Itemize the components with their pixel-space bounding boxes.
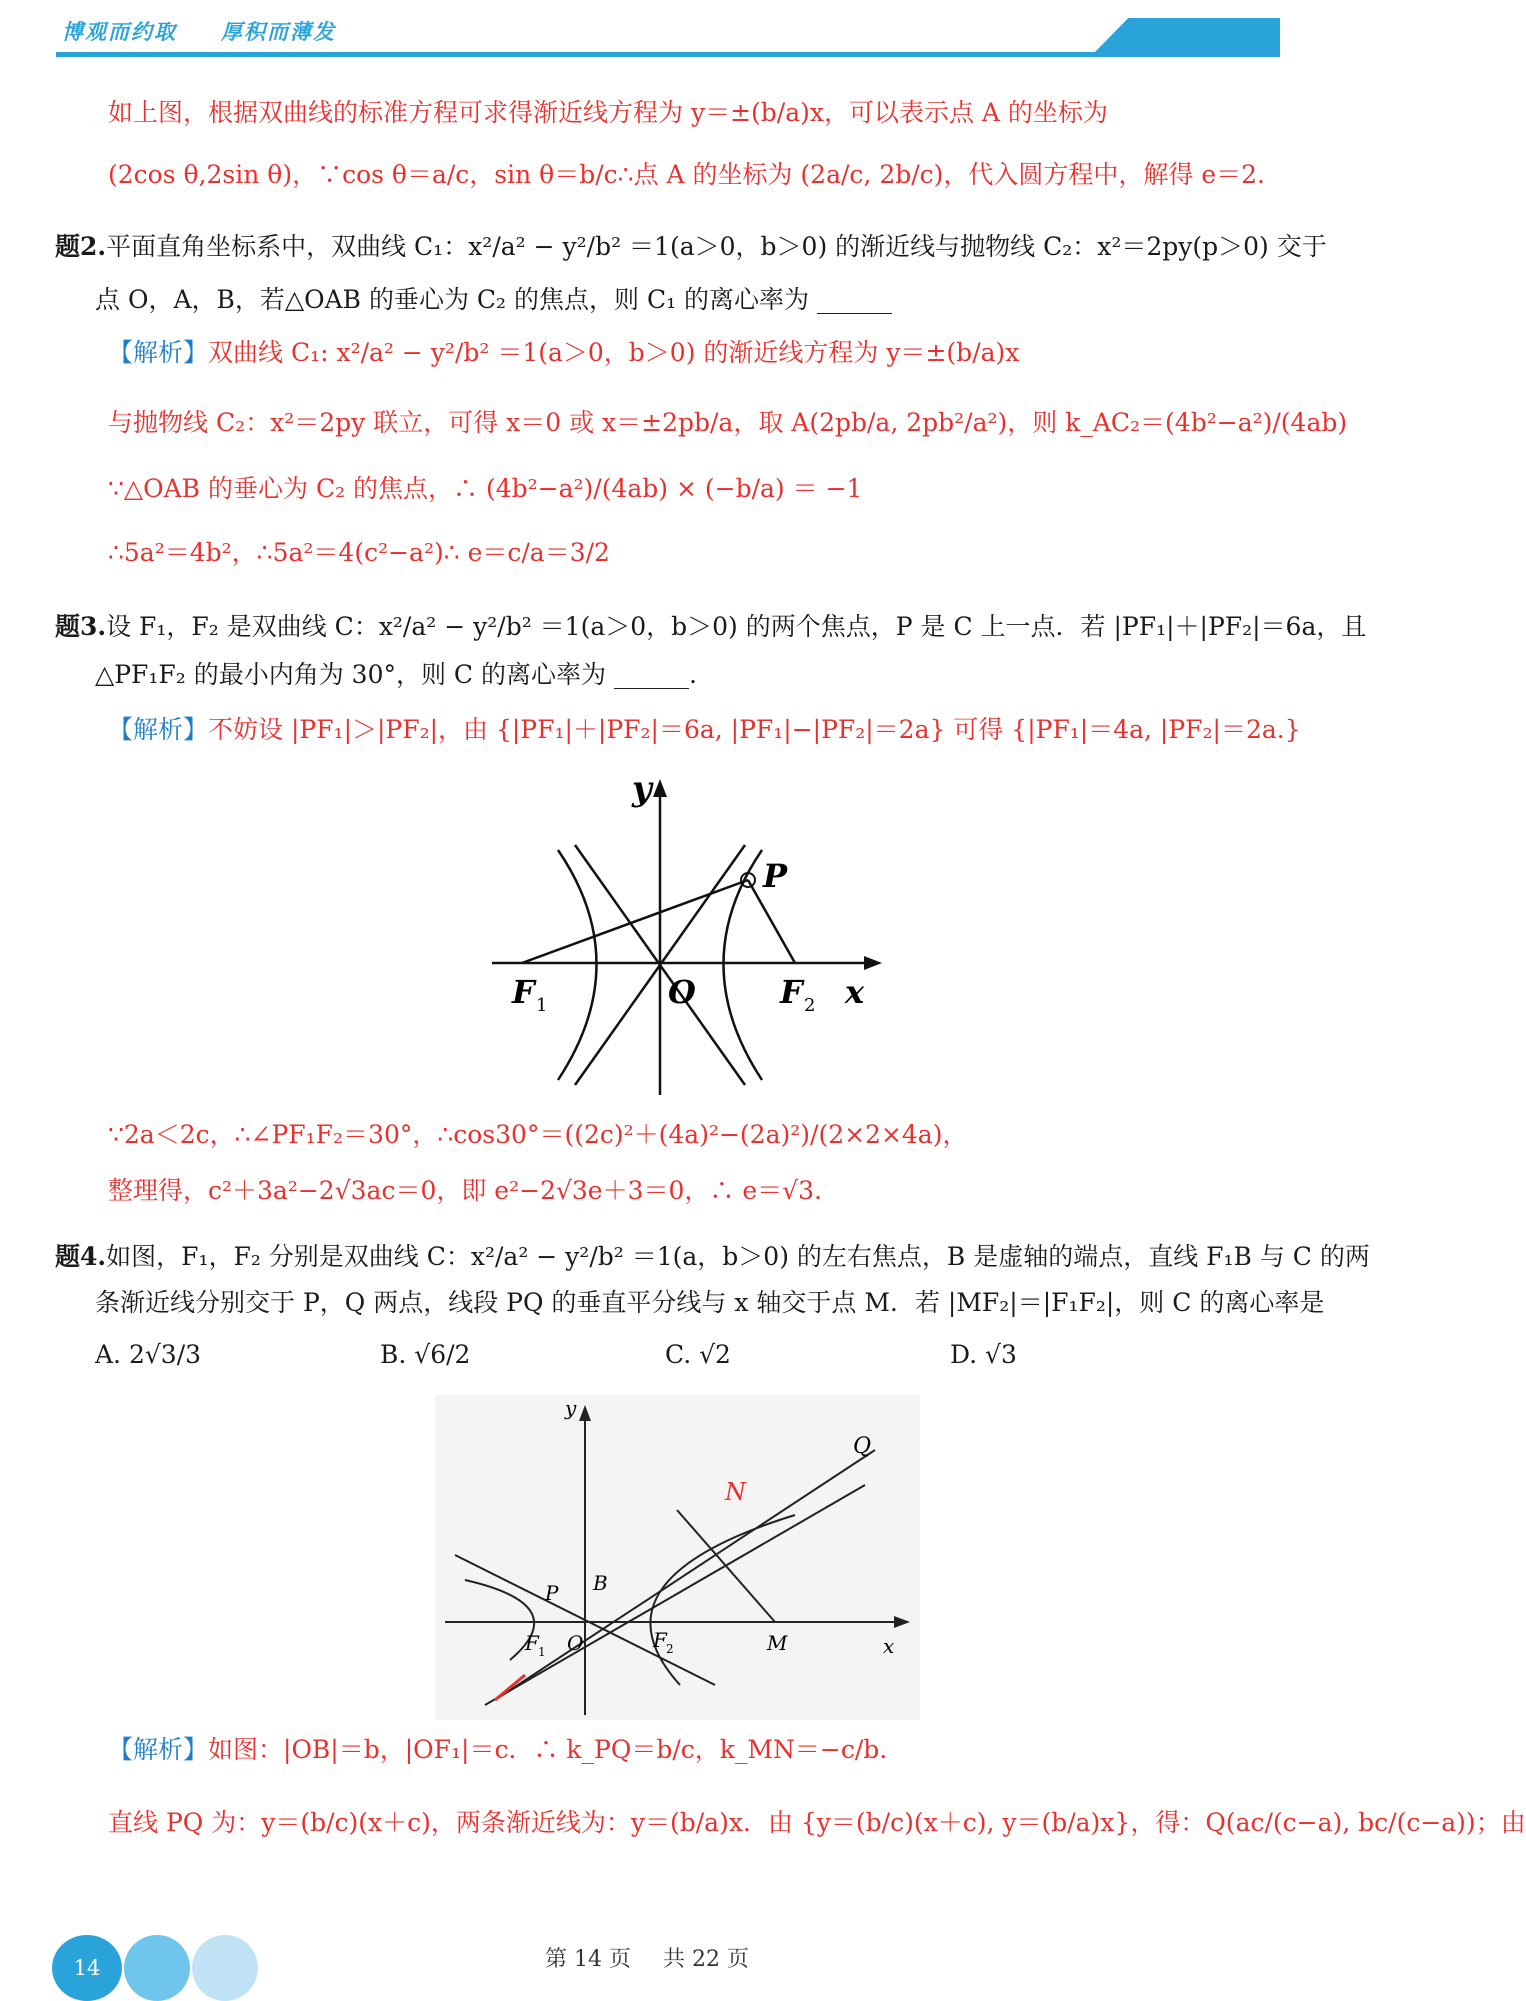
header-motto-left: 博观而约取 bbox=[62, 20, 177, 44]
question-number: 题4. bbox=[55, 1242, 107, 1271]
footer-circle-light bbox=[192, 1935, 258, 2001]
analysis-2-line-1 bbox=[108, 338, 1019, 368]
label-f2-sub: 2 bbox=[666, 1642, 674, 1656]
header-motto-right: 厚积而薄发 bbox=[221, 20, 336, 44]
total-pages-label: 共 22 页 bbox=[662, 1947, 749, 1972]
header-rule bbox=[56, 52, 1280, 57]
question-4-line-2: 条渐近线分别交于 P，Q 两点，线段 PQ 的垂直平分线与 x 轴交于点 M．若 |MF₂|＝|F₁F₂|，则 C 的离心率是 bbox=[95, 1288, 1325, 1317]
hyperbola-left-branch bbox=[558, 850, 597, 1080]
header-motto bbox=[62, 16, 380, 46]
footer-circle-mid bbox=[124, 1935, 190, 2001]
question-2-line-2: 点 O，A，B，若△OAB 的垂心为 C₂ 的焦点，则 C₁ 的离心率为 ______ bbox=[95, 285, 892, 314]
analysis-label: 【解析】 bbox=[108, 1735, 209, 1764]
page-footer-label bbox=[545, 1942, 781, 1973]
label-o: O bbox=[668, 973, 696, 1011]
label-f1: F bbox=[512, 973, 535, 1011]
figure-background bbox=[435, 1395, 920, 1720]
question-number: 题3. bbox=[55, 612, 107, 641]
label-o: O bbox=[567, 1631, 584, 1655]
question-number: 题2. bbox=[55, 232, 107, 261]
analysis-2-line-4: ∴5a²＝4b²，∴5a²＝4(c²−a²)∴ e＝c/a＝3/2 bbox=[108, 538, 610, 567]
label-f2: F bbox=[780, 973, 803, 1011]
page-number: 14 bbox=[73, 1956, 101, 1980]
analysis-text: 不妨设 |PF₁|＞|PF₂|，由 {|PF₁|＋|PF₂|＝6a, |PF₁|−|PF₂|＝2a} 可得 {|PF₁|＝4a, |PF₂|＝2a.} bbox=[208, 715, 1301, 744]
y-axis-arrow bbox=[653, 779, 667, 797]
label-f1-sub: 1 bbox=[538, 1645, 546, 1659]
question-4-line-1 bbox=[55, 1242, 1370, 1272]
label-n: N bbox=[725, 1478, 746, 1506]
hyperbola-figure-1 bbox=[480, 769, 890, 1105]
y-axis-label: y bbox=[632, 769, 652, 809]
label-f1-sub: 1 bbox=[536, 995, 548, 1016]
segment-pf1 bbox=[522, 880, 748, 963]
option-c: C. √2 bbox=[665, 1340, 731, 1369]
question-3-line-2: △PF₁F₂ 的最小内角为 30°，则 C 的离心率为 ______. bbox=[95, 660, 697, 689]
analysis-label: 【解析】 bbox=[108, 338, 209, 367]
page-header bbox=[0, 0, 1280, 62]
option-b: B. √6/2 bbox=[380, 1340, 471, 1369]
x-axis-arrow bbox=[864, 956, 882, 970]
solution-line-2: (2cos θ,2sin θ)，∵cos θ＝a/c，sin θ＝b/c∴点 A 的坐标为 (2a/c, 2b/c)，代入圆方程中，解得 e＝2. bbox=[108, 160, 1265, 189]
page-number-badge bbox=[52, 1935, 272, 2001]
analysis-3-line-1 bbox=[108, 715, 1301, 745]
question-2-line-1 bbox=[55, 232, 1327, 262]
question-text: 设 F₁，F₂ 是双曲线 C：x²/a² − y²/b² ＝1(a＞0，b＞0) 的两个焦点，P 是 C 上一点．若 |PF₁|＋|PF₂|＝6a，且 bbox=[106, 612, 1367, 641]
hyperbola-figure-2 bbox=[435, 1395, 920, 1720]
x-axis-label: x bbox=[883, 1634, 895, 1658]
analysis-4-line-1 bbox=[108, 1735, 887, 1765]
solution-line-1: 如上图，根据双曲线的标准方程可求得渐近线方程为 y＝±(b/a)x，可以表示点 A 的坐标为 bbox=[108, 98, 1108, 127]
question-3-line-1 bbox=[55, 612, 1366, 642]
label-f1: F bbox=[525, 1631, 539, 1655]
current-page-label: 第 14 页 bbox=[545, 1947, 631, 1972]
analysis-4-line-2: 直线 PQ 为：y＝(b/c)(x＋c)，两条渐近线为：y＝(b/a)x．由 {y＝(b/c)(x＋c), y＝(b/a)x}，得：Q(ac/(c−a), bc/(c−a))；由 bbox=[108, 1808, 1526, 1837]
label-f2: F bbox=[653, 1628, 667, 1652]
label-m: M bbox=[767, 1631, 788, 1655]
analysis-text: 如图：|OB|＝b，|OF₁|＝c．∴ k_PQ＝b/c，k_MN＝−c/b. bbox=[208, 1735, 888, 1764]
label-p: P bbox=[545, 1581, 559, 1605]
label-p: P bbox=[763, 857, 788, 895]
option-d: D. √3 bbox=[950, 1340, 1017, 1369]
header-tab-decoration bbox=[1095, 18, 1280, 52]
label-f2-sub: 2 bbox=[804, 995, 816, 1016]
analysis-3-line-2: ∵2a＜2c，∴∠PF₁F₂＝30°，∴cos30°＝((2c)²＋(4a)²−(2a)²)/(2×2×4a)， bbox=[108, 1120, 968, 1149]
label-b: B bbox=[593, 1571, 608, 1595]
question-text: 平面直角坐标系中，双曲线 C₁：x²/a² − y²/b² ＝1(a＞0，b＞0) 的渐近线与抛物线 C₂：x²＝2py(p＞0) 交于 bbox=[106, 232, 1327, 261]
analysis-2-line-3: ∵△OAB 的垂心为 C₂ 的焦点，∴ (4b²−a²)/(4ab) × (−b/a) ＝ −1 bbox=[108, 474, 863, 503]
analysis-label: 【解析】 bbox=[108, 715, 209, 744]
analysis-3-line-3: 整理得，c²＋3a²−2√3ac＝0，即 e²−2√3e＋3＝0，∴ e＝√3. bbox=[108, 1176, 822, 1205]
analysis-text: 双曲线 C₁: x²/a² − y²/b² ＝1(a＞0，b＞0) 的渐近线方程为 y＝±(b/a)x bbox=[208, 338, 1020, 367]
x-axis-label: x bbox=[845, 973, 865, 1011]
y-axis-label: y bbox=[565, 1396, 577, 1420]
analysis-2-line-2: 与抛物线 C₂：x²＝2py 联立，可得 x＝0 或 x＝±2pb/a，取 A(2pb/a, 2pb²/a²)，则 k_AC₂＝(4b²−a²)/(4ab) bbox=[108, 408, 1348, 437]
option-a: A. 2√3/3 bbox=[95, 1340, 202, 1369]
question-text: 如图，F₁，F₂ 分别是双曲线 C：x²/a² − y²/b² ＝1(a，b＞0) 的左右焦点，B 是虚轴的端点，直线 F₁B 与 C 的两 bbox=[106, 1242, 1370, 1271]
label-q: Q bbox=[853, 1434, 872, 1459]
